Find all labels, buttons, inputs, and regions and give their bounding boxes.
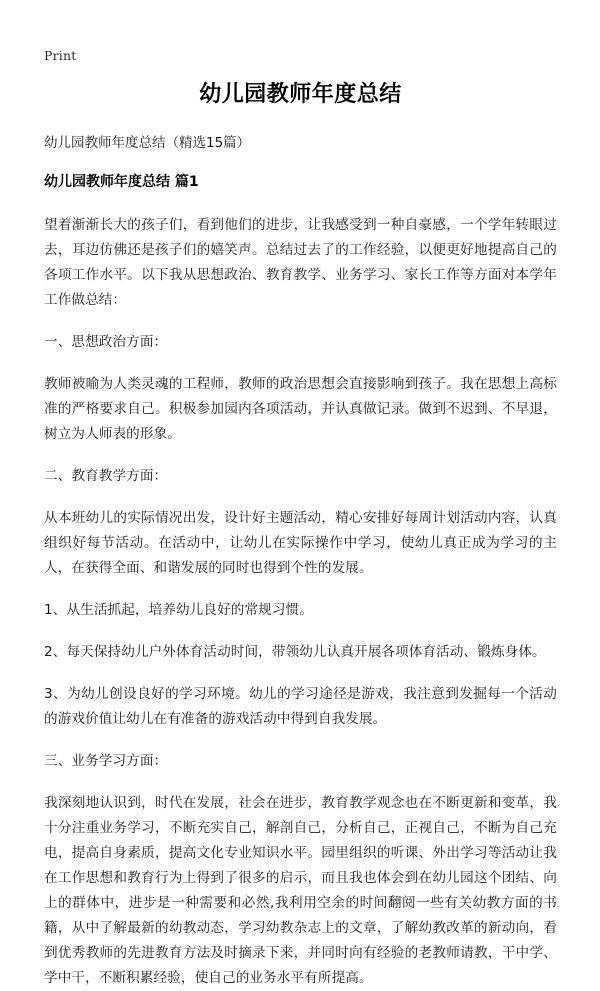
document-body [44, 213, 557, 991]
section-heading: 二、教育教学方面： [44, 468, 168, 484]
body-paragraph: 教师被喻为人类灵魂的工程师，教师的政治思想会直接影响到孩子。我在思想上高标准的严格要求自己。积极参加园内各项活动，并认真做记录。做到不迟到、不早退，树立为人师表的形象。 [44, 376, 557, 442]
document-subtitle: 幼儿园教师年度总结（精选15篇） [44, 135, 251, 151]
list-item: 3、为幼儿创设良好的学习环境。幼儿的学习途径是游戏，我注意到发掘每一个活动的游戏价值让幼儿在有准备的游戏活动中得到自我发展。 [44, 686, 557, 727]
section-heading: 三、业务学习方面： [44, 753, 168, 769]
section-heading: 一、思想政治方面： [44, 334, 168, 350]
print-toolbar [44, 44, 557, 66]
body-paragraph: 望着渐渐长大的孩子们，看到他们的进步，让我感受到一种自豪感，一个学年转眼过去，耳边仿佛还是孩子们的嬉笑声。总结过去了的工作经验，以便更好地提高自己的各项工作水平。以下我从思想政治、教育教学、业务学习、家长工作等方面对本学年工作做总结： [44, 217, 557, 308]
body-paragraph: 我深刻地认识到，时代在发展，社会在进步，教育教学观念也在不断更新和变革，我十分注重业务学习，不断充实自己，解剖自己，分析自己，正视自己，不断为自己充电，提高自身素质，提高文化专业知识水平。园里组织的听课、外出学习等活动让我在工作思想和教育行为上得到了很多的启示，而且我也体会到在幼儿园这个团结、向上的群体中，进步是一种需要和必然,我利用空余的时间翻阅一些有关幼教方面的书籍，从中了解最新的幼教动态，学习幼教杂志上的文章，了解幼教改革的新动向，看到优秀教师的先进教育方法及时摘录下来，并同时向有经验的老教师请教，干中学、学中干，不断积累经验，使自己的业务水平有所提高。 [44, 795, 557, 986]
page-title: 幼儿园教师年度总结 [199, 82, 402, 107]
piece-heading: 幼儿园教师年度总结 篇1 [44, 174, 199, 190]
print-link[interactable]: Print [44, 48, 77, 63]
list-item: 1、从生活抓起，培养幼儿良好的常规习惯。 [44, 602, 313, 618]
list-item: 2、每天保持幼儿户外体育活动时间，带领幼儿认真开展各项体育活动、锻炼身体。 [44, 644, 546, 660]
body-paragraph: 从本班幼儿的实际情况出发，设计好主题活动，精心安排好每周计划活动内容，认真组织好每节活动。在活动中，让幼儿在实际操作中学习，使幼儿真正成为学习的主人，在获得全面、和谐发展的同时也得到个性的发展。 [44, 510, 557, 576]
